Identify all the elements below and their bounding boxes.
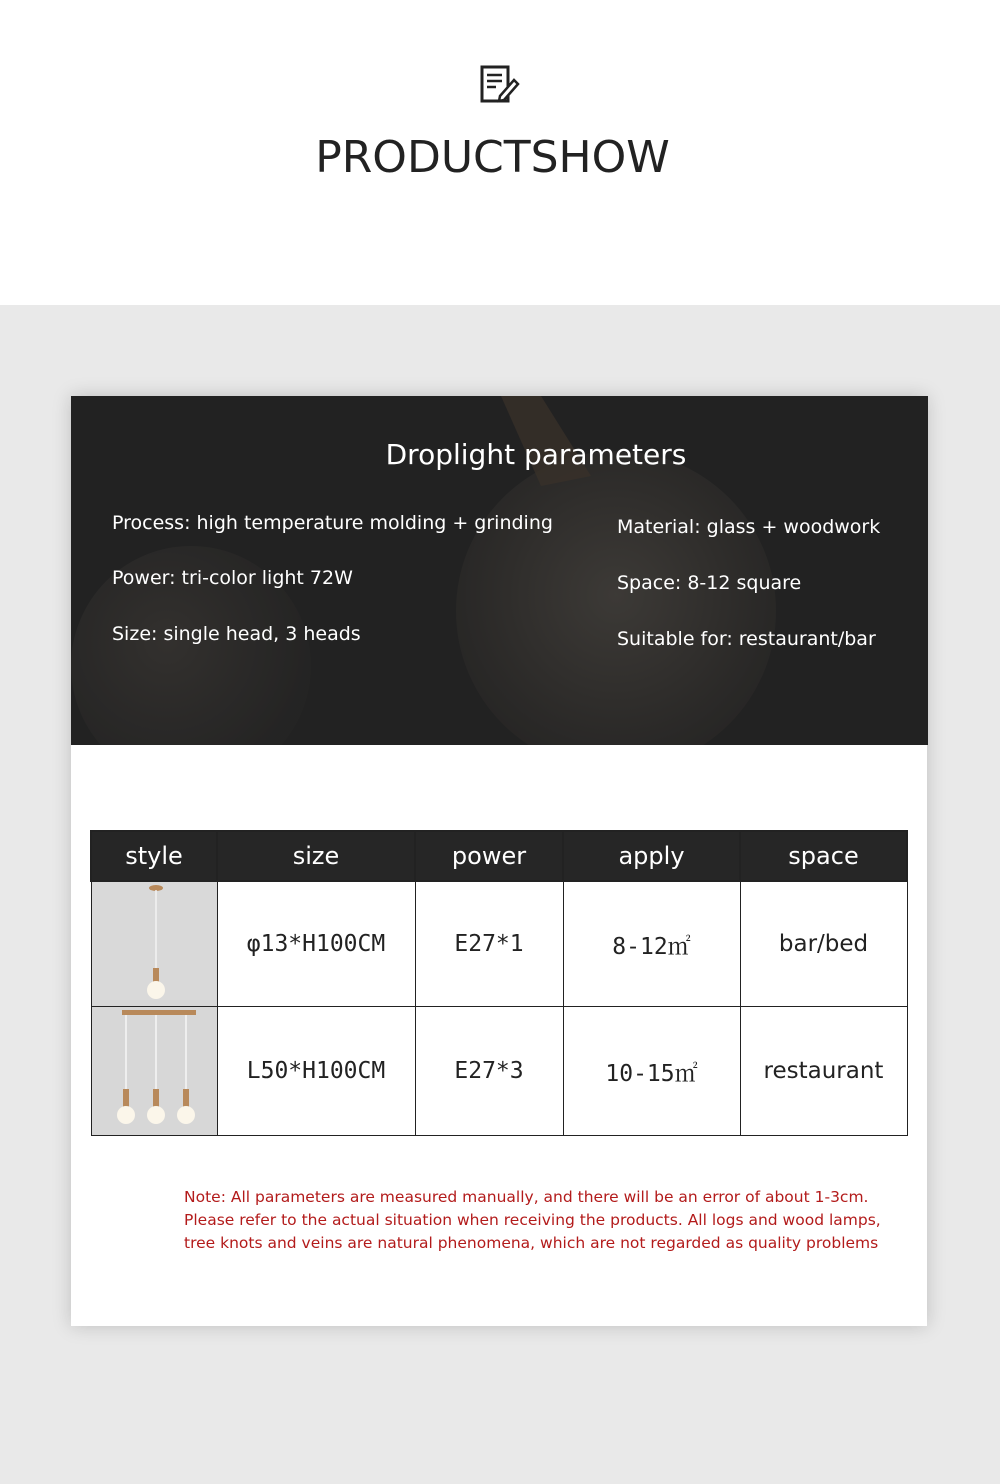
header-section (0, 0, 1000, 305)
cell-apply: 8-12㎡ (563, 881, 740, 1007)
note-line: Note: All parameters are measured manually, and there will be an error of about 1-3cm. (184, 1188, 869, 1206)
header-apply: apply (563, 831, 740, 881)
table-row (91, 881, 907, 1007)
cell-space: bar/bed (740, 881, 907, 1007)
single-head-lamp-image (91, 881, 217, 1007)
param-power: Power: tri-color light 72W (112, 567, 353, 589)
document-edit-icon (478, 64, 520, 106)
three-head-lamp-image (91, 1007, 217, 1136)
cell-size: φ13*H100CM (217, 881, 415, 1007)
param-process: Process: high temperature molding + grinding (112, 512, 553, 534)
note-line: Please refer to the actual situation when receiving the products. All logs and wood lamps, (184, 1211, 881, 1229)
table-header-row (91, 831, 907, 881)
header-size: size (217, 831, 415, 881)
header-style: style (91, 831, 217, 881)
param-material: Material: glass + woodwork (617, 516, 881, 538)
disclaimer-note (184, 1186, 884, 1255)
param-space: Space: 8-12 square (617, 572, 802, 594)
page-title: PRODUCTSHOW (315, 132, 670, 183)
parameters-banner (71, 396, 928, 745)
cell-power: E27*1 (415, 881, 563, 1007)
parameters-card (71, 396, 927, 1326)
param-suitable: Suitable for: restaurant/bar (617, 628, 876, 650)
header-power: power (415, 831, 563, 881)
banner-title: Droplight parameters (385, 438, 687, 471)
header-space: space (740, 831, 907, 881)
spec-table (90, 830, 908, 1136)
cell-size: L50*H100CM (217, 1007, 415, 1136)
cell-apply: 10-15㎡ (563, 1007, 740, 1136)
note-line: tree knots and veins are natural phenomena, which are not regarded as quality problems (184, 1234, 879, 1252)
cell-power: E27*3 (415, 1007, 563, 1136)
cell-space: restaurant (740, 1007, 907, 1136)
param-size: Size: single head, 3 heads (112, 623, 361, 645)
table-row (91, 1007, 907, 1136)
